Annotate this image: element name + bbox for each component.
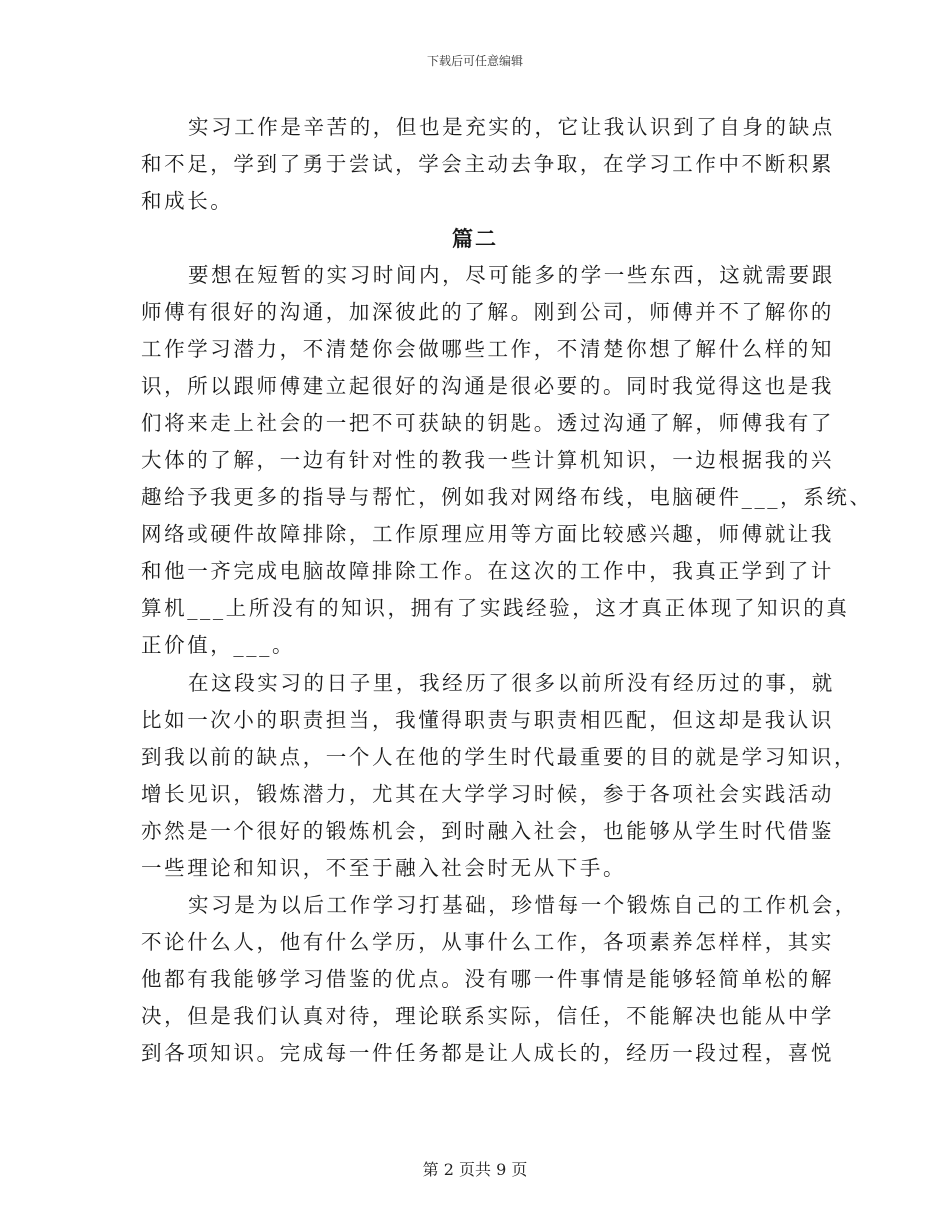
text-line: 趣给予我更多的指导与帮忙，例如我对网络布线，电脑硬件___，系统、 [141, 485, 873, 509]
text-line: 他都有我能够学习借鉴的优点。没有哪一件事情是能够轻简单松的解 [141, 967, 834, 991]
text-line: 在这段实习的日子里，我经历了很多以前所没有经历过的事，就 [188, 671, 835, 695]
text-line: 不论什么人，他有什么学历，从事什么工作，各项素养怎样样，其实 [141, 930, 834, 954]
text-line: 和他一齐完成电脑故障排除工作。在这次的工作中，我真正学到了计 [141, 559, 834, 583]
page-number: 第 2 页共 9 页 [422, 1160, 528, 1179]
text-line: 到各项知识。完成每一件任务都是让人成长的，经历一段过程，喜悦 [141, 1041, 834, 1065]
text-line: 大体的了解，一边有针对性的教我一些计算机知识，一边根据我的兴 [141, 448, 834, 472]
text-line: 增长见识，锻炼潜力，尤其在大学学习时候，参于各项社会实践活动 [141, 782, 834, 806]
text-line: 网络或硬件故障排除，工作原理应用等方面比较感兴趣，师傅就让我 [141, 522, 834, 546]
text-line: 识，所以跟师傅建立起很好的沟通是很必要的。同时我觉得这也是我 [141, 374, 834, 398]
text-line: 实习是为以后工作学习打基础，珍惜每一个锻炼自己的工作机会， [188, 893, 858, 917]
text-line: 决，但是我们认真对待，理论联系实际，信任，不能解决也能从中学 [141, 1004, 834, 1028]
text-line: 们将来走上社会的一把不可获缺的钥匙。透过沟通了解，师傅我有了 [141, 411, 834, 435]
text-line: 师傅有很好的沟通，加深彼此的了解。刚到公司，师傅并不了解你的 [141, 300, 834, 324]
text-line: 亦然是一个很好的锻炼机会，到时融入社会，也能够从学生时代借鉴 [141, 819, 834, 843]
text-line: 一些理论和知识，不至于融入社会时无从下手。 [141, 856, 627, 880]
text-line: 到我以前的缺点，一个人在他的学生时代最重要的目的就是学习知识， [141, 745, 858, 769]
text-line: 正价值，___。 [141, 633, 296, 657]
text-line: 和不足，学到了勇于尝试，学会主动去争取，在学习工作中不断积累 [141, 152, 834, 176]
text-line: 比如一次小的职责担当，我懂得职责与职责相匹配，但这却是我认识 [141, 708, 834, 732]
page-header: 下载后可任意编辑 [426, 54, 523, 68]
text-line: 实习工作是辛苦的，但也是充实的，它让我认识到了自身的缺点 [188, 115, 835, 139]
text-line: 工作学习潜力，不清楚你会做哪些工作，不清楚你想了解什么样的知 [141, 337, 834, 361]
text-line: 算机___上所没有的知识，拥有了实践经验，这才真正体现了知识的真 [141, 596, 850, 620]
section-heading: 篇二 [452, 226, 498, 251]
text-line: 和成长。 [141, 189, 234, 213]
text-line: 要想在短暂的实习时间内，尽可能多的学一些东西，这就需要跟 [188, 263, 835, 287]
